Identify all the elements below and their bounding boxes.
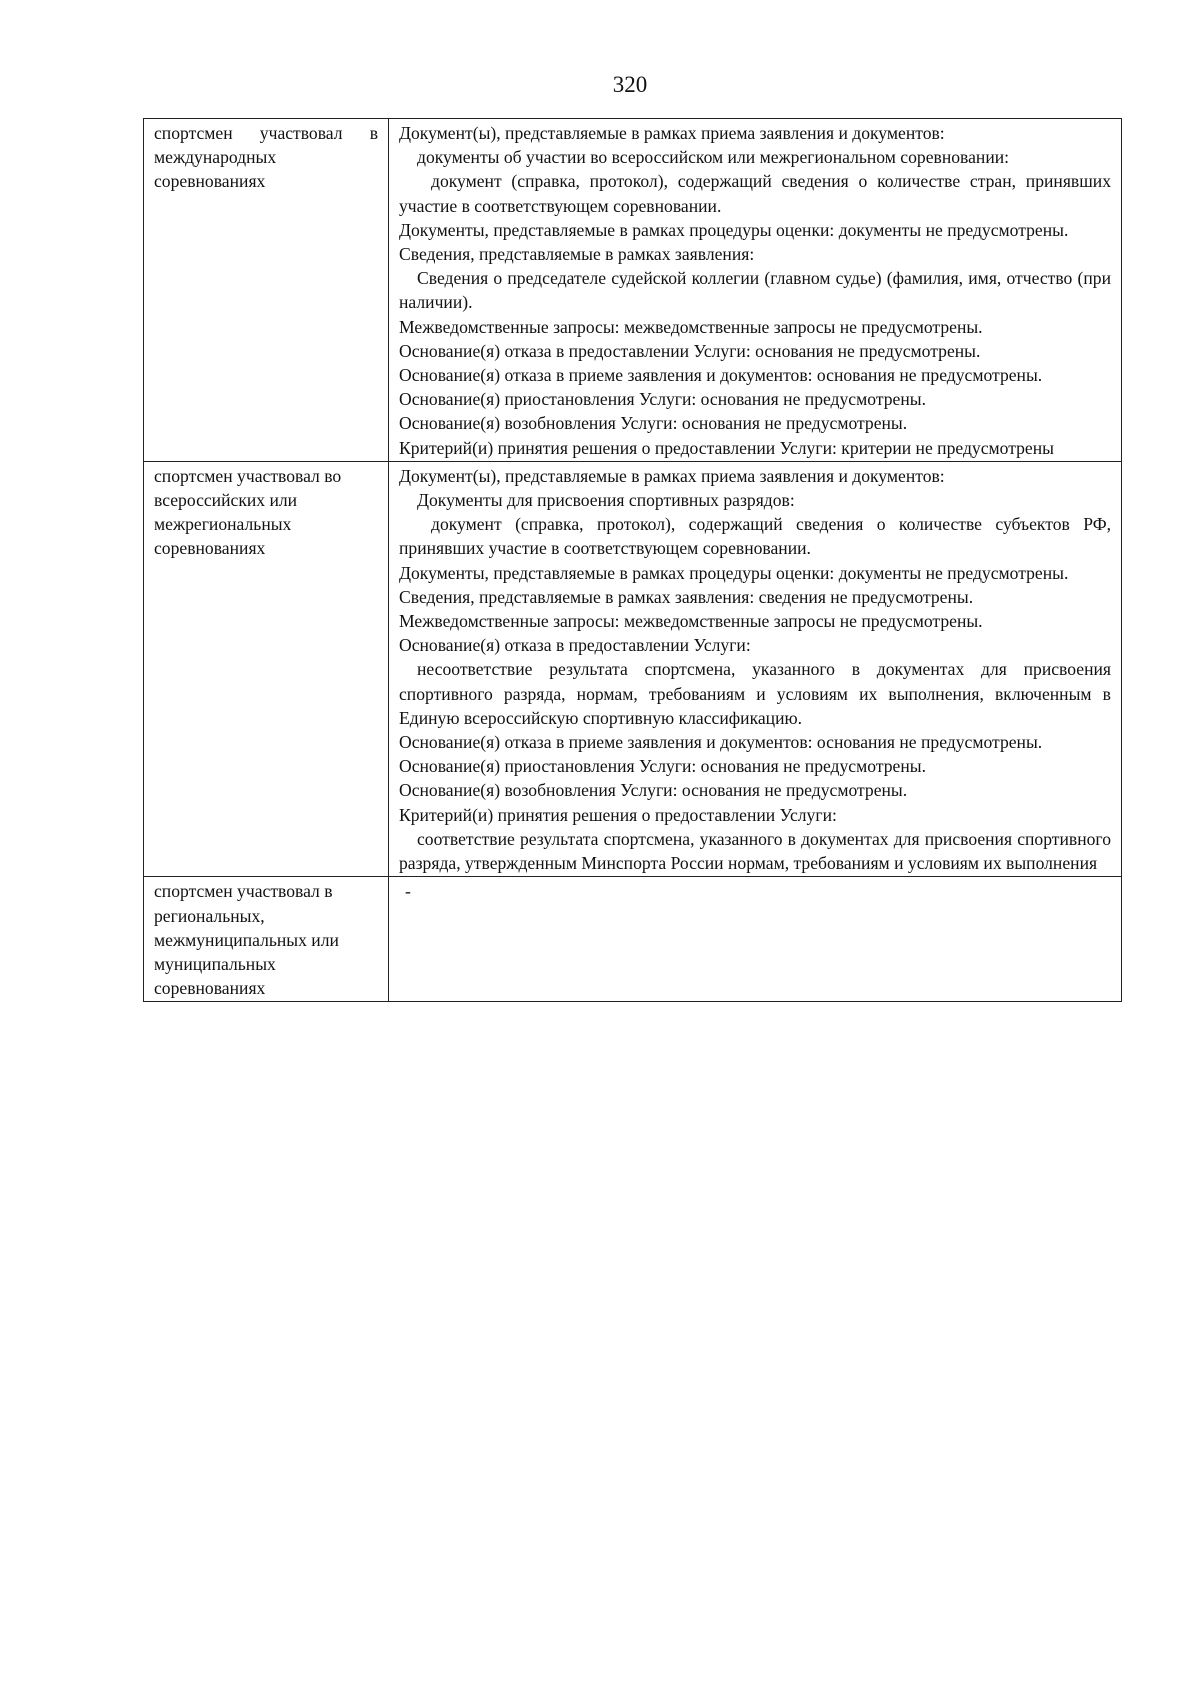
details-paragraph: несоответствие результата спортсмена, указанного в документах для присвоения спортивного разряда, нормам, требованиям и условиям их выполнения, включенным в Единую всероссийскую спортивную классификацию. [399, 659, 1111, 728]
details-paragraph: Документ(ы), представляемые в рамках приема заявления и документов: [399, 123, 945, 143]
details-paragraph: Основание(я) отказа в приеме заявления и документов: основания не предусмотрены. [399, 732, 1043, 753]
row-condition-text: спортсмен участвовал во всероссийских или межрегиональных соревнованиях [154, 465, 342, 559]
details-paragraph: соответствие результата спортсмена, указанного в документах для присвоения спортивного разряда, утвержденным Минспорта России нормам, требованиям и условиям их выполнения [399, 828, 1111, 874]
services-table [143, 118, 1122, 1002]
details-paragraph: Основание(я) отказа в предоставлении Услуги: [399, 635, 751, 656]
row-condition-text: спортсмен участвовал в региональных, межмуниципальных или муниципальных соревнованиях [154, 881, 339, 999]
details-paragraph: Документы для присвоения спортивных разрядов: [417, 490, 795, 511]
details-paragraph: Сведения о председателе судейской коллегии (главном судье) (фамилия, имя, отчество (при наличии). [399, 268, 1111, 313]
details-paragraph: документ (справка, протокол), содержащий сведения о количестве субъектов РФ, принявших участие в соответствующем соревновании. [399, 514, 1111, 559]
details-paragraph: Критерий(и) принятия решения о предоставлении Услуги: [399, 804, 837, 825]
row-condition-cell [144, 461, 389, 876]
details-paragraph: Основание(я) возобновления Услуги: основания не предусмотрены. [399, 780, 908, 801]
table-row [144, 877, 1122, 1002]
table-row [144, 461, 1122, 876]
details-paragraph: - [405, 881, 411, 902]
details-paragraph: документ (справка, протокол), содержащий сведения о количестве стран, принявших участие в соответствующем соревновании. [399, 171, 1111, 216]
row-condition-cell [144, 119, 389, 462]
details-paragraph: Межведомственные запросы: межведомственные запросы не предусмотрены. [399, 316, 983, 337]
details-paragraph: Основание(я) отказа в предоставлении Услуги: основания не предусмотрены. [399, 340, 981, 361]
details-paragraph: Сведения, представляемые в рамках заявления: [399, 244, 755, 265]
table-row [144, 119, 1122, 462]
details-paragraph: Критерий(и) принятия решения о предоставлении Услуги: критерии не предусмотрены [399, 437, 1054, 458]
row-condition-text: спортсмен участвовал в международных соревнованиях [154, 123, 378, 192]
details-paragraph: Документы, представляемые в рамках процедуры оценки: документы не предусмотрены. [399, 219, 1069, 240]
details-paragraph: Основание(я) приостановления Услуги: основания не предусмотрены. [399, 756, 926, 777]
details-paragraph: Документ(ы), представляемые в рамках приема заявления и документов: [399, 465, 945, 486]
details-paragraph: Основание(я) приостановления Услуги: основания не предусмотрены. [399, 389, 926, 410]
details-paragraph: Документы, представляемые в рамках процедуры оценки: документы не предусмотрены. [399, 562, 1069, 583]
row-details-cell [389, 461, 1122, 876]
details-paragraph: Основание(я) отказа в приеме заявления и документов: основания не предусмотрены. [399, 365, 1043, 386]
details-paragraph: Основание(я) возобновления Услуги: основания не предусмотрены. [399, 413, 908, 434]
row-condition-cell [144, 877, 389, 1002]
details-paragraph: документы об участии во всероссийском или межрегиональном соревновании: [417, 147, 1010, 168]
page-number: 320 [612, 72, 648, 97]
row-details-cell [389, 877, 1122, 1002]
details-paragraph: Межведомственные запросы: межведомственные запросы не предусмотрены. [399, 611, 983, 632]
details-paragraph: Сведения, представляемые в рамках заявления: сведения не предусмотрены. [399, 586, 974, 607]
row-details-cell [389, 119, 1122, 462]
